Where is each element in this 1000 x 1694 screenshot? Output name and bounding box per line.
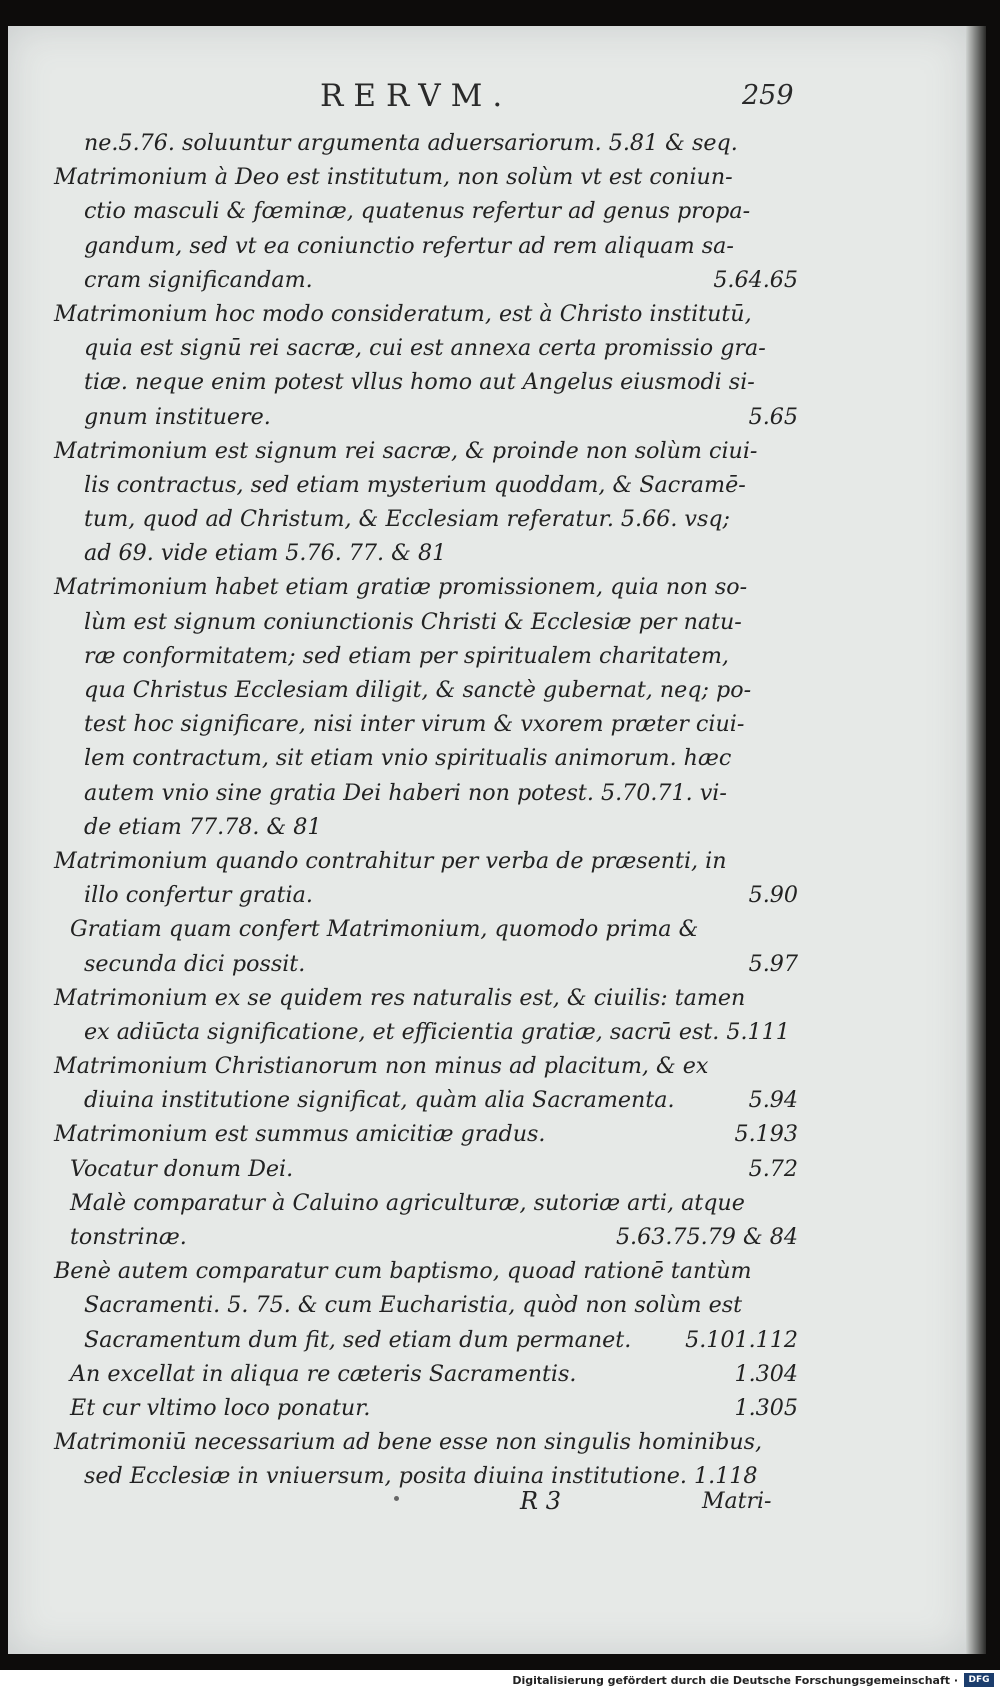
index-line: [46, 536, 798, 570]
index-line: [46, 741, 798, 775]
entry-text: Sacramenti. 5. 75. & cum Eucharistia, quòd non solùm est: [84, 1292, 743, 1319]
page-reference: 1.304: [734, 1360, 798, 1387]
index-line: [46, 1323, 798, 1357]
index-line: [46, 331, 798, 365]
signature-mark: R 3: [520, 1487, 561, 1515]
entry-text: qua Christus Ecclesiam diligit, & sanctè gubernat, neq; po-: [84, 677, 752, 703]
entry-text: illo confertur gratia.: [84, 882, 313, 909]
index-line: [46, 229, 798, 263]
entry-text: quia est signū rei sacræ, cui est annexa certa promissio gra-: [84, 335, 766, 362]
entry-text: de etiam 77.78. & 81: [84, 813, 322, 840]
index-line: [46, 502, 798, 536]
footer-mark: [394, 1496, 399, 1501]
entry-text: cram significandam.: [84, 266, 313, 293]
entry-text: tum, quod ad Christum, & Ecclesiam referatur. 5.66. vsq;: [84, 506, 731, 533]
entry-text: test hoc significare, nisi inter virum & vxorem præter ciui-: [84, 711, 745, 738]
index-line: [46, 639, 798, 673]
entry-text: tiæ. neque enim potest vllus homo aut Angelus eiusmodi si-: [84, 369, 755, 396]
entry-text: lem contractum, sit etiam vnio spiritualis animorum. hæc: [84, 745, 732, 772]
index-line: [46, 297, 798, 331]
index-line: [46, 673, 798, 707]
entry-text: gnum instituere.: [84, 403, 271, 430]
index-line: [46, 844, 798, 878]
entry-text: Matrimonium quando contrahitur per verba de præsenti, in: [54, 847, 727, 874]
entry-text: Matrimonium est signum rei sacræ, & proinde non solùm ciui-: [54, 437, 758, 464]
index-line: [46, 160, 798, 194]
index-line: [46, 1288, 798, 1322]
index-line: [46, 365, 798, 399]
index-line: [46, 126, 798, 160]
funding-credit: Digitalisierung gefördert durch die Deutsche Forschungsgemeinschaft ·: [512, 1674, 958, 1687]
entry-text: lùm est signum coniunctionis Christi & Ecclesiæ per natu-: [84, 608, 742, 635]
index-line: [46, 1186, 798, 1220]
entry-text: Benè autem comparatur cum baptismo, quoad rationē tantùm: [54, 1258, 752, 1285]
entry-text: Matrimonium à Deo est institutum, non solùm vt est coniun-: [54, 164, 733, 191]
dfg-logo-icon: DFG: [964, 1673, 994, 1687]
entry-text: autem vnio sine gratia Dei haberi non potest. 5.70.71. vi-: [84, 779, 727, 806]
page-reference: 5.90: [748, 882, 798, 909]
entry-text: tonstrinæ.: [70, 1224, 187, 1250]
entry-text: ex adiūcta significatione, et efficientia gratiæ, sacrū est. 5.111: [84, 1018, 790, 1045]
entry-text: secunda dici possit.: [84, 950, 306, 977]
page-reference: 5.94: [748, 1087, 798, 1114]
index-line: [46, 468, 798, 502]
index-line: [46, 878, 798, 912]
index-line: [46, 707, 798, 741]
index-line: [46, 947, 798, 981]
entry-text: Et cur vltimo loco ponatur.: [70, 1394, 371, 1421]
index-line: [46, 1049, 798, 1083]
index-line: [46, 400, 798, 434]
index-line: [46, 605, 798, 639]
index-line: [46, 194, 798, 228]
index-line: [46, 810, 798, 844]
page-reference: 5.97: [748, 950, 798, 977]
running-head: RERVM.: [320, 78, 513, 114]
index-line: [46, 1425, 798, 1459]
index-line: [46, 1220, 798, 1254]
index-line: [46, 263, 798, 297]
page-reference: 5.65: [748, 403, 798, 430]
page-edge: [966, 26, 986, 1654]
entry-text: lis contractus, sed etiam mysterium quoddam, & Sacramē-: [84, 471, 746, 498]
index-line: [46, 1391, 798, 1425]
index-line: [46, 776, 798, 810]
entry-text: Matrimoniū necessarium ad bene esse non singulis hominibus,: [54, 1429, 763, 1456]
catchword: Matri-: [702, 1489, 772, 1514]
index-line: [46, 1083, 798, 1117]
index-line: [46, 912, 798, 946]
entry-text: Vocatur donum Dei.: [70, 1155, 294, 1182]
entry-text: Matrimonium hoc modo consideratum, est à Christo institutū,: [54, 300, 752, 327]
entry-text: Matrimonium est summus amicitiæ gradus.: [54, 1121, 546, 1148]
page-reference: 5.72: [748, 1155, 798, 1182]
index-line: [46, 1459, 798, 1493]
entry-text: ad 69. vide etiam 5.76. 77. & 81: [84, 540, 447, 567]
page-reference: 5.101.112: [685, 1326, 798, 1353]
entry-text: An excellat in aliqua re cæteris Sacramentis.: [70, 1360, 577, 1387]
entry-text: gandum, sed vt ea coniunctio refertur ad rem aliquam sa-: [84, 232, 734, 259]
index-line: [46, 570, 798, 604]
entry-text: sed Ecclesiæ in vniuersum, posita diuina institutione. 1.118: [84, 1463, 758, 1490]
index-line: [46, 1117, 798, 1151]
entry-text: Malè comparatur à Caluino agriculturæ, sutoriæ arti, atque: [70, 1189, 745, 1216]
entry-text: ne.5.76. soluuntur argumenta aduersariorum. 5.81 & seq.: [84, 130, 738, 156]
entry-text: ræ conformitatem; sed etiam per spiritualem charitatem,: [84, 642, 729, 669]
entry-text: Matrimonium ex se quidem res naturalis est, & ciuilis: tamen: [54, 984, 746, 1011]
index-line: [46, 1152, 798, 1186]
entry-text: Matrimonium habet etiam gratiæ promissionem, quia non so-: [54, 574, 748, 601]
index-entries: [46, 126, 798, 1494]
index-line: [46, 434, 798, 468]
index-line: [46, 1015, 798, 1049]
index-line: [46, 981, 798, 1015]
entry-text: diuina institutione significat, quàm alia Sacramenta.: [84, 1087, 675, 1114]
entry-text: Matrimonium Christianorum non minus ad placitum, & ex: [54, 1053, 709, 1080]
entry-text: Gratiam quam confert Matrimonium, quomodo prima &: [70, 916, 699, 943]
page-reference: 5.193: [734, 1121, 798, 1148]
entry-text: ctio masculi & fœminæ, quatenus refertur ad genus propa-: [84, 198, 751, 225]
page-number: 259: [742, 80, 794, 111]
index-line: [46, 1254, 798, 1288]
page-reference: 5.64.65: [713, 266, 798, 293]
page-reference: 1.305: [734, 1394, 798, 1421]
page-reference: 5.63.75.79 & 84: [615, 1224, 798, 1250]
index-line: [46, 1357, 798, 1391]
entry-text: Sacramentum dum fit, sed etiam dum permanet.: [84, 1326, 632, 1353]
